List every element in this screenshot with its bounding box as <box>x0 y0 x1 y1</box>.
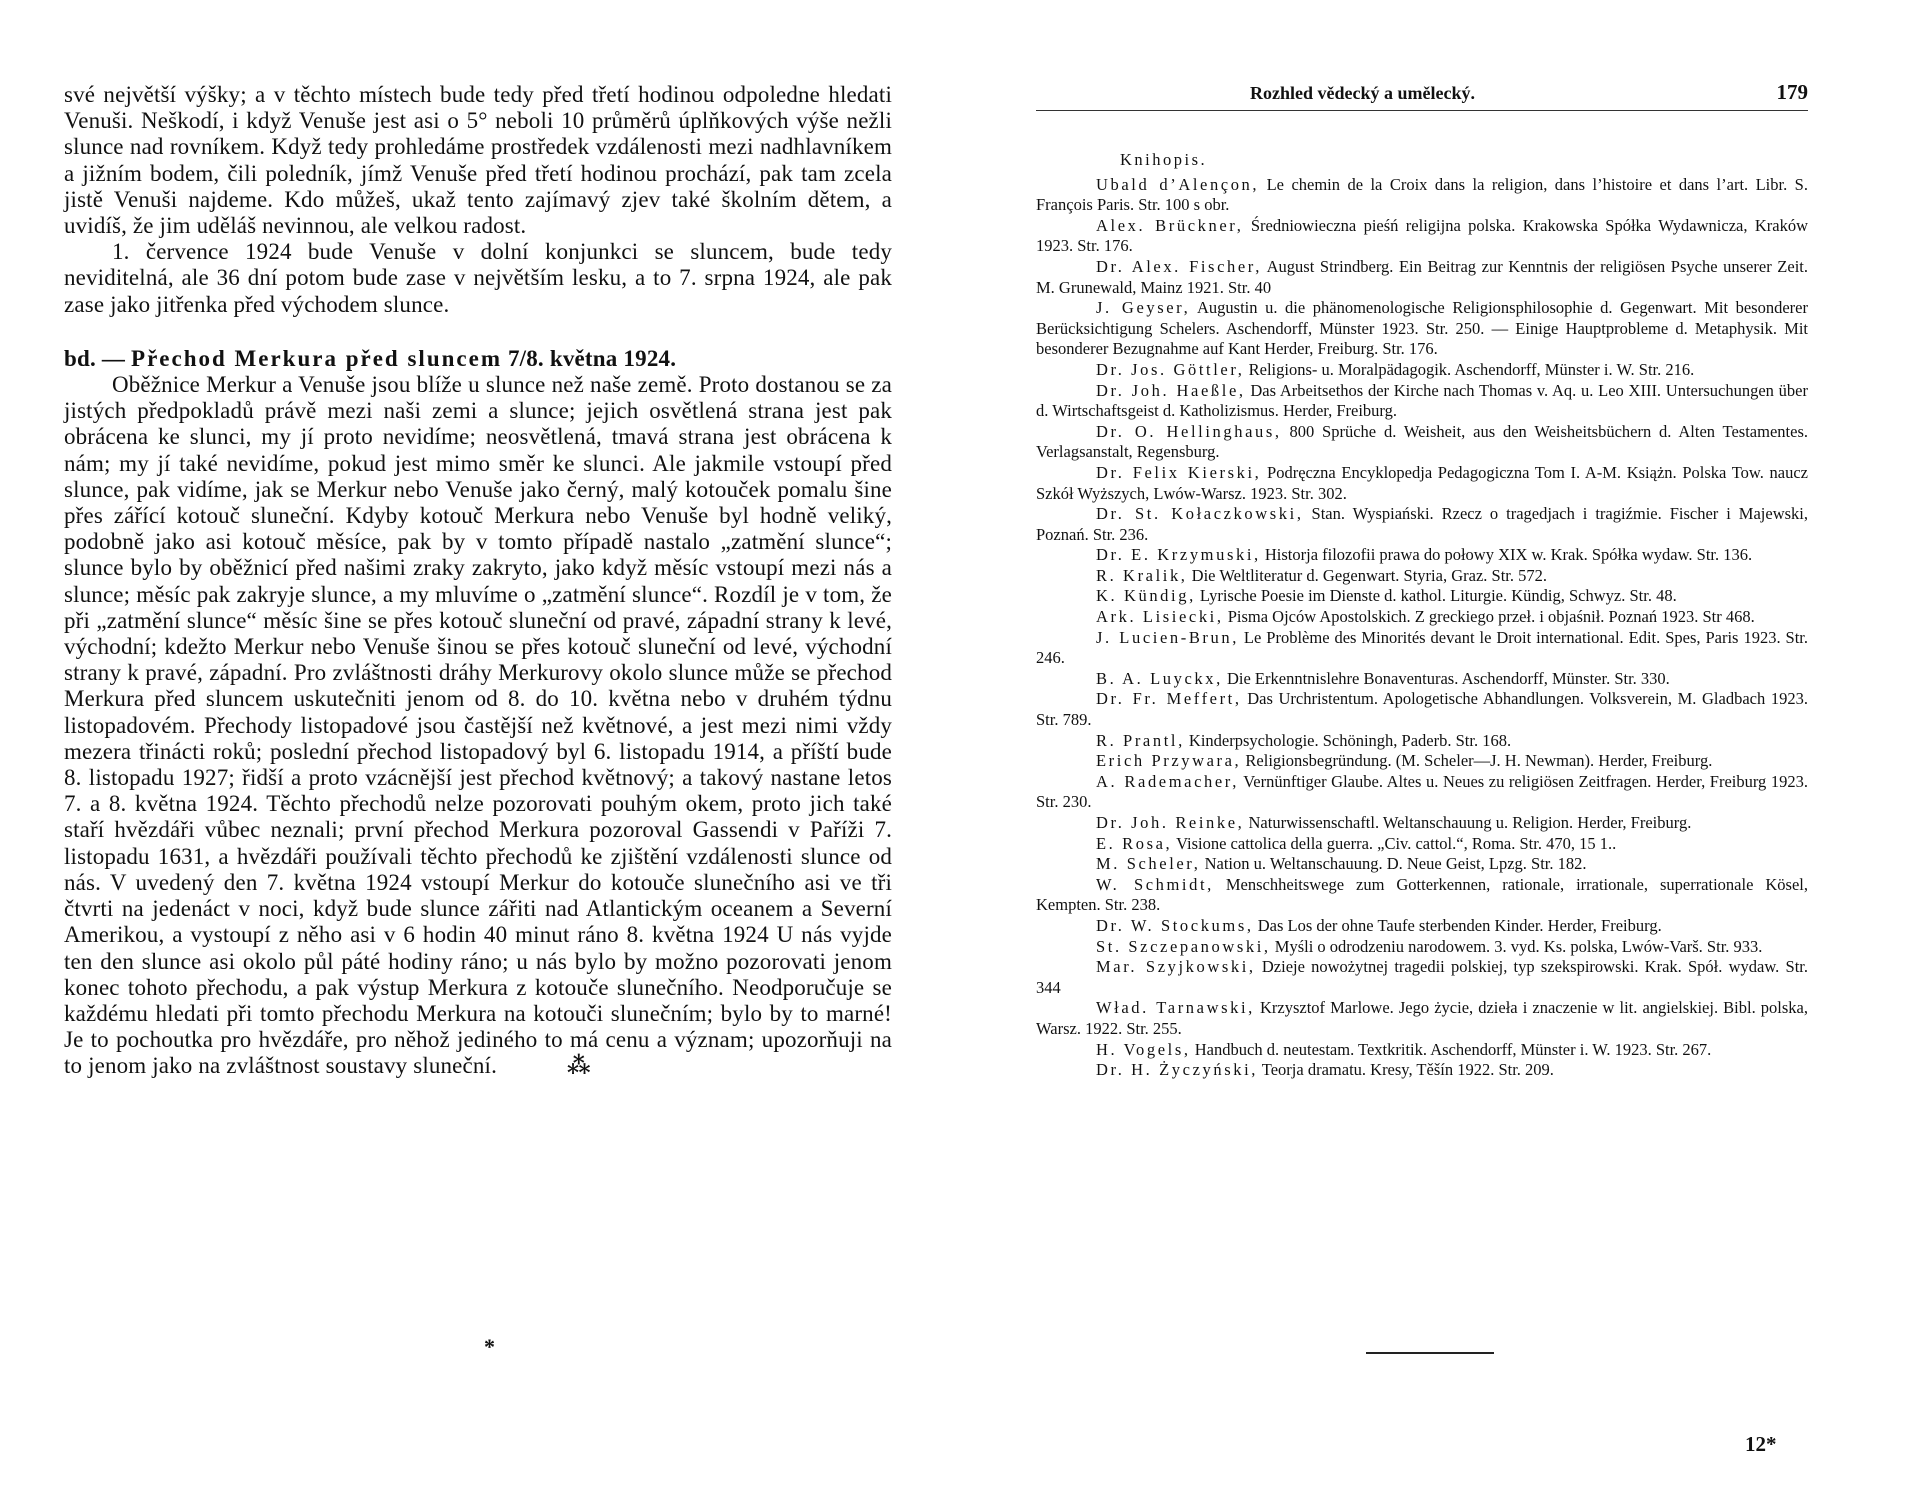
entry-author: Ark. Lisiecki, <box>1096 607 1224 627</box>
entry-details: Religions- u. Moralpädagogik. Aschendorff, Münster i. W. Str. 216. <box>1244 359 1695 379</box>
paragraph-venus-visibility: své největší výšky; a v těchto místech bude tedy před třetí hodinou odpoledne hledati Venuši. Neškodí, i když Venuše jest asi o 5° neboli 10 průměrů úplňkových výše nežli slunce nad rovníkem. Když tedy prohledáme prostředek vzdálenosti mezi nadhlavníkem a jižním bodem, čili poledník, jímž Venuše před třetí hodinou prochází, pak tam zcela jistě Venuši najdeme. Kdo můžeš, ukaž tento zajímavý zjev také školním dětem, a uvidíš, že jim uděláš nevinnou, ale velkou radost. <box>64 82 892 239</box>
bibliography-entry <box>1036 875 1808 916</box>
paragraph-mercury-transit <box>64 372 892 1079</box>
left-page-body <box>64 82 892 1080</box>
bibliography-entry <box>1036 607 1808 628</box>
bibliography <box>1036 150 1808 1081</box>
heading-title: Přechod Merkura před sluncem <box>131 345 502 371</box>
entry-author: Erich Przywara, <box>1096 751 1242 771</box>
signature-mark: 12* <box>1745 1432 1777 1456</box>
mercury-transit-text: Oběžnice Merkur a Venuše jsou blíže u slunce než naše země. Proto dostanou se za jistých předpokladů právě mezi naši zemi a slunce; jejich osvětlená strana jest pak obrácena ke slunci, my jí proto nevidíme; neosvětlená, tmavá strana jest obrácena k nám; my jí také nevidíme, pokud jest mimo směr ke slunci. Ale jakmile vstoupí před slunce, pak vidíme, jak se Merkur nebo Venuše jako černý, malý kotouček pomalu šine přes zářící kotouč sluneční. Kdyby kotouč Merkura nebo Venuše byl hodně veliký, podobně jako asi kotouč měsíce, pak by v tomto případě nastalo „zatmění slunce“; slunce bylo by oběžnicí před našimi zraky zakryto, jako když měsíc vstoupí mezi nás a slunce; měsíc pak zakryje slunce, a my mluvíme o „zatmění slunce“. Rozdíl je v tom, že při „zatmění slunce“ měsíc šine se přes kotouč sluneční od pravé, západní strany k levé, východní; kdežto Merkur nebo Venuše šinou se přes kotouč sluneční od levé, východní strany k pravé, západní. Pro zvláštnosti dráhy Merkurovy okolo slunce může se přechod Merkura před sluncem uskutečniti jenom od 8. do 10. května nebo v druhém týdnu listopadovém. Přechody listopadové jsou častější než květnové, a jest mezi nimi vždy mezera třinácti roků; poslední přechod listopadový byl 6. listopadu 1914, a příští bude 8. listopadu 1927; řidší a proto vzácnější jest přechod květnový; a takový nastane letos 7. a 8. května 1924. Těchto přechodů nelze pozorovati pouhým okem, proto jich také staří hvězdáři vůbec neznali; první přechod Merkura pozoroval Gassendi v Paříži 7. listopadu 1631, a hvězdáři používali těchto přechodů ke zjištění vzdálenosti slunce od nás. V uvedený den 7. května 1924 vstoupí Merkur do kotouče slunečního asi ve tři čtvrti na jedenáct v noci, když bude slunce zářiti nad Atlantickým oceanem a Severní Amerikou, a vystoupí z něho asi v 6 hodin 40 minut ráno 8. května 1924 U nás vyjde ten den slunce asi okolo půl páté hodiny ráno; u nás bylo by možno pozorovati jenom konec tohoto přechodu, a pak výstup Merkura z kotouče slunečního. Neodporučuje se každému hledati při tomto přechodu Merkura na kotouči slunečním; bylo by to marné! Je to pochoutka pro hvězdáře, pro něhož jediného to má cenu a význam; upozorňuji na to jenom jako na zvláštnost soustavy sluneční. <box>64 372 892 1079</box>
bibliography-entry <box>1036 751 1808 772</box>
running-head <box>1036 80 1808 110</box>
bibliography-entry <box>1036 669 1808 690</box>
entry-details: Das Los der ohne Taufe sterbenden Kinder. Herder, Freiburg. <box>1253 915 1662 935</box>
section-heading <box>64 346 892 372</box>
bibliography-entry <box>1036 957 1808 998</box>
entry-details: Die Erkenntnislehre Bonaventuras. Aschendorff, Münster. Str. 330. <box>1222 668 1670 688</box>
entry-details: Naturwissenschaftl. Weltanschauung u. Religion. Herder, Freiburg. <box>1244 813 1692 832</box>
entry-author: Dr. Fr. Meffert, <box>1096 689 1242 709</box>
entry-details: Augustin u. die phänomenologische Religionsphilosophie d. Gegenwart. Mit besonderer Berücksichtigung Schelers. Aschendorff, Münster 1923. Str. 250. — Einige Hauptprobleme d. Metaphysik. Mit besonderer Bezugnahme auf Kant Herder, Freiburg. Str. 176. <box>1036 298 1808 359</box>
end-mark: ⁂ <box>566 1053 591 1079</box>
bibliography-entry <box>1036 998 1808 1039</box>
bibliography-entry <box>1036 298 1808 360</box>
entry-author: Dr. H. Życzyński, <box>1096 1060 1258 1080</box>
paragraph-venus-conjunction: 1. července 1924 bude Venuše v dolní konjunkci se sluncem, bude tedy neviditelná, ale 36 dní potom bude zase v největším lesku, a to 7. srpna 1924, ale pak zase jako jitřenka před východem slunce. <box>64 239 892 317</box>
page-number: 179 <box>1776 80 1808 104</box>
bibliography-entry <box>1036 175 1808 216</box>
entry-details: Pisma Ojców Apostolskich. Z greckiego przeł. i objaśnił. Poznań 1923. Str 468. <box>1223 607 1755 627</box>
bibliography-entry <box>1036 586 1808 607</box>
bibliography-entry <box>1036 916 1808 937</box>
entry-details: Le chemin de la Croix dans la religion, dans l’histoire et dans l’art. Libr. S. François Paris. Str. 100 s obr. <box>1036 174 1808 215</box>
bibliography-entry <box>1036 813 1808 834</box>
entry-author: K. Kündig, <box>1096 586 1196 606</box>
entry-author: M. Scheler, <box>1096 854 1201 874</box>
entry-author: Dr. St. Kołaczkowski, <box>1096 504 1304 524</box>
entry-details: Nation u. Weltanschauung. D. Neue Geist, Lpzg. Str. 182. <box>1200 854 1587 874</box>
entry-details: August Strindberg. Ein Beitrag zur Kenntnis der religiösen Psyche unserer Zeit. M. Grunewald, Mainz 1921. Str. 40 <box>1036 256 1808 297</box>
entry-details: Dzieje nowożytnej tragedii polskiej, typ szekspirowski. Krak. Spół. wydaw. Str. 344 <box>1036 957 1808 997</box>
bibliography-entry <box>1036 1040 1808 1061</box>
bibliography-entry <box>1036 545 1808 566</box>
bottom-star-mark: * <box>484 1334 495 1359</box>
entry-details: Le Problème des Minorités devant le Droit international. Edit. Spes, Paris 1923. Str. 246. <box>1036 627 1808 668</box>
entry-author: Dr. O. Hellinghaus, <box>1096 421 1282 441</box>
entry-author: H. Vogels, <box>1096 1039 1191 1059</box>
entry-details: Das Arbeitsethos der Kirche nach Thomas v. Aq. u. Leo XIII. Untersuchungen über d. Wirtschaftsgeist d. Katholizismus. Herder, Freiburg. <box>1036 380 1808 421</box>
bibliography-entry <box>1036 1060 1808 1081</box>
entry-author: Dr. W. Stockums, <box>1096 915 1254 935</box>
entry-author: Dr. E. Krzymuski, <box>1096 545 1261 565</box>
bibliography-entry <box>1036 566 1808 587</box>
bibliography-list <box>1036 175 1808 1081</box>
bibliography-entry <box>1036 381 1808 422</box>
entry-author: Alex. Brückner, <box>1096 215 1244 235</box>
entry-author: B. A. Luyckx, <box>1096 668 1223 688</box>
entry-author: Dr. Jos. Göttler, <box>1096 359 1245 379</box>
entry-details: Krzysztof Marlowe. Jego życie, dzieła i znaczenie w lit. angielskiej. Bibl. polska, Warsz. 1922. Str. 255. <box>1036 998 1808 1038</box>
heading-date: 7/8. května 1924. <box>507 345 677 371</box>
entry-details: Menschheitswege zum Gotterkennen, rationale, irrationale, superrationale Kösel, Kempten. Str. 238. <box>1036 874 1808 915</box>
right-page <box>954 0 1908 1500</box>
entry-author: Mar. Szyjkowski, <box>1096 957 1256 977</box>
entry-author: R. Prantl, <box>1096 730 1185 750</box>
entry-details: Podręczna Encyklopedja Pedagogiczna Tom I. A-M. Książn. Polska Tow. naucz Szkół Wyższych, Lwów-Warsz. 1923. Str. 302. <box>1036 462 1808 503</box>
entry-author: J. Lucien-Brun, <box>1096 627 1239 647</box>
entry-details: Myśli o odrodzeniu narodowem. 3. vyd. Ks. polska, Lwów-Varš. Str. 933. <box>1270 936 1763 956</box>
bibliography-entry <box>1036 360 1808 381</box>
entry-author: E. Rosa, <box>1096 833 1173 853</box>
bibliography-entry <box>1036 772 1808 813</box>
heading-prefix: bd. — <box>64 345 126 371</box>
entry-details: 800 Sprüche d. Weisheit, aus den Weisheitsbüchern d. Alten Testamentes. Verlagsanstalt, Regensburg. <box>1036 421 1808 462</box>
entry-details: Kinderpsychologie. Schöningh, Paderb. Str. 168. <box>1184 730 1512 750</box>
bibliography-entry <box>1036 689 1808 730</box>
entry-details: Średniowieczna pieśń religijna polska. Krakowska Spółka Wydawnicza, Kraków 1923. Str. 176. <box>1036 215 1809 256</box>
section-spacer <box>64 318 892 346</box>
entry-details: Visione cattolica della guerra. „Civ. cattol.“, Roma. Str. 470, 15 1.. <box>1172 833 1617 853</box>
bibliography-entry <box>1036 854 1808 875</box>
entry-author: Wład. Tarnawski, <box>1096 998 1255 1018</box>
entry-details: Stan. Wyspiański. Rzecz o tragedjach i tragiźmie. Fischer i Majewski, Poznań. Str. 236. <box>1036 504 1808 544</box>
entry-author: Dr. Joh. Haeßle, <box>1096 380 1246 400</box>
bibliography-entry <box>1036 422 1808 463</box>
entry-details: Vernünftiger Glaube. Altes u. Neues zu religiösen Zeitfragen. Herder, Freiburg 1923. Str. 230. <box>1036 771 1809 812</box>
bibliography-title: Knihopis. <box>1120 150 1208 169</box>
entry-author: J. Geyser, <box>1096 298 1191 318</box>
entry-author: Dr. Felix Kierski, <box>1096 462 1262 482</box>
bibliography-entry <box>1036 216 1808 257</box>
end-rule <box>1366 1352 1494 1354</box>
entry-author: St. Szczepanowski, <box>1096 936 1271 956</box>
entry-details: Das Urchristentum. Apologetische Abhandlungen. Volksverein, M. Gladbach 1923. Str. 789. <box>1036 689 1808 730</box>
entry-details: Teorja dramatu. Kresy, Těšín 1922. Str. 209. <box>1257 1060 1554 1080</box>
bibliography-entry <box>1036 937 1808 958</box>
header-rule <box>1036 110 1808 111</box>
entry-author: W. Schmidt, <box>1096 874 1214 894</box>
bibliography-entry <box>1036 463 1808 504</box>
entry-author: R. Kralik, <box>1096 565 1188 585</box>
entry-details: Historja filozofii prawa do połowy XIX w. Krak. Spółka wydaw. Str. 136. <box>1260 545 1753 565</box>
entry-author: Ubald d’Alençon, <box>1096 174 1260 194</box>
entry-details: Die Weltliteratur d. Gegenwart. Styria, Graz. Str. 572. <box>1187 565 1547 585</box>
entry-author: A. Rademacher, <box>1096 771 1239 791</box>
entry-details: Lyrische Poesie im Dienste d. kathol. Liturgie. Kündig, Schwyz. Str. 48. <box>1195 586 1677 606</box>
entry-details: Religionsbegründung. (M. Scheler—J. H. Newman). Herder, Freiburg. <box>1241 751 1713 771</box>
bibliography-entry <box>1036 834 1808 855</box>
bibliography-entry <box>1036 731 1808 752</box>
bibliography-entry <box>1036 504 1808 545</box>
bibliography-entry <box>1036 628 1808 669</box>
running-head-title: Rozhled vědecký a umělecký. <box>1250 83 1475 103</box>
entry-details: Handbuch d. neutestam. Textkritik. Aschendorff, Münster i. W. 1923. Str. 267. <box>1190 1039 1712 1059</box>
entry-author: Dr. Joh. Reinke, <box>1096 813 1245 832</box>
bibliography-entry <box>1036 257 1808 298</box>
entry-author: Dr. Alex. Fischer, <box>1096 256 1262 276</box>
